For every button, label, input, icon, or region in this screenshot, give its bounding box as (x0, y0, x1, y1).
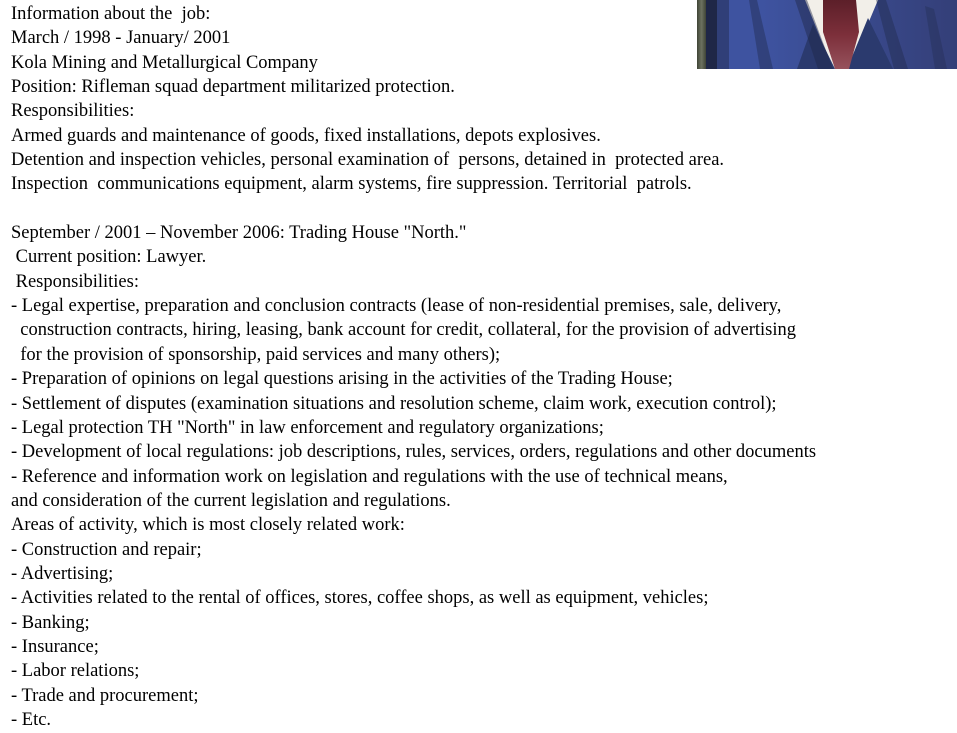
job2-responsibility: - Legal protection TH "North" in law enforcement and regulatory organizations; (11, 417, 604, 438)
job1-header: Information about the job: (11, 4, 211, 24)
area-item: - Advertising; (11, 563, 114, 584)
job2-responsibility: - Development of local regulations: job descriptions, rules, services, orders, regulations and other documents (11, 442, 817, 463)
job2-responsibility: - Legal expertise, preparation and conclusion contracts (lease of non-residential premises, sale, delivery, (11, 296, 782, 317)
job2-position: Current position: Lawyer. (11, 247, 207, 268)
job2-responsibilities-label: Responsibilities: (11, 271, 139, 292)
area-item: - Insurance; (11, 636, 99, 657)
job2-header: September / 2001 – November 2006: Trading House "North." (11, 223, 467, 244)
job2-section (11, 221, 957, 513)
portrait-photo (697, 0, 957, 69)
job1-responsibility: Armed guards and maintenance of goods, fixed installations, depots explosives. (11, 125, 601, 146)
areas-header: Areas of activity, which is most closely related work: (11, 515, 405, 536)
job2-responsibility: and consideration of the current legislation and regulations. (11, 490, 451, 511)
resume-document (11, 2, 957, 732)
area-item: - Banking; (11, 612, 90, 633)
job1-responsibility: Inspection communications equipment, alarm systems, fire suppression. Territorial patrols. (11, 174, 692, 195)
area-item: - Construction and repair; (11, 539, 202, 560)
area-item: - Labor relations; (11, 661, 140, 682)
portrait-photo-graphic (697, 0, 957, 69)
job2-responsibility: for the provision of sponsorship, paid services and many others); (11, 344, 501, 365)
job2-responsibility: - Preparation of opinions on legal questions arising in the activities of the Trading House; (11, 369, 673, 390)
areas-section (11, 513, 957, 732)
job1-responsibilities-label: Responsibilities: (11, 101, 135, 122)
area-item: - Activities related to the rental of offices, stores, coffee shops, as well as equipment, vehicles; (11, 588, 709, 609)
area-item: - Trade and procurement; (11, 685, 199, 706)
job1-period: March / 1998 - January/ 2001 (11, 28, 231, 49)
job1-company: Kola Mining and Metallurgical Company (11, 52, 318, 73)
background-strip-shape (697, 0, 706, 69)
job1-position: Position: Rifleman squad department militarized protection. (11, 77, 455, 98)
area-item: - Etc. (11, 709, 52, 730)
job2-responsibility: - Settlement of disputes (examination situations and resolution scheme, claim work, execution control); (11, 393, 777, 414)
shoulder-shadow-shape (706, 0, 717, 69)
job2-responsibility: - Reference and information work on legislation and regulations with the use of technical means, (11, 466, 728, 487)
shoulder-shadow-soft-shape (717, 0, 729, 69)
blank-line (11, 197, 957, 221)
job1-responsibility: Detention and inspection vehicles, personal examination of persons, detained in protected area. (11, 150, 725, 171)
job2-responsibility: construction contracts, hiring, leasing, bank account for credit, collateral, for the provision of advertising (11, 320, 796, 341)
